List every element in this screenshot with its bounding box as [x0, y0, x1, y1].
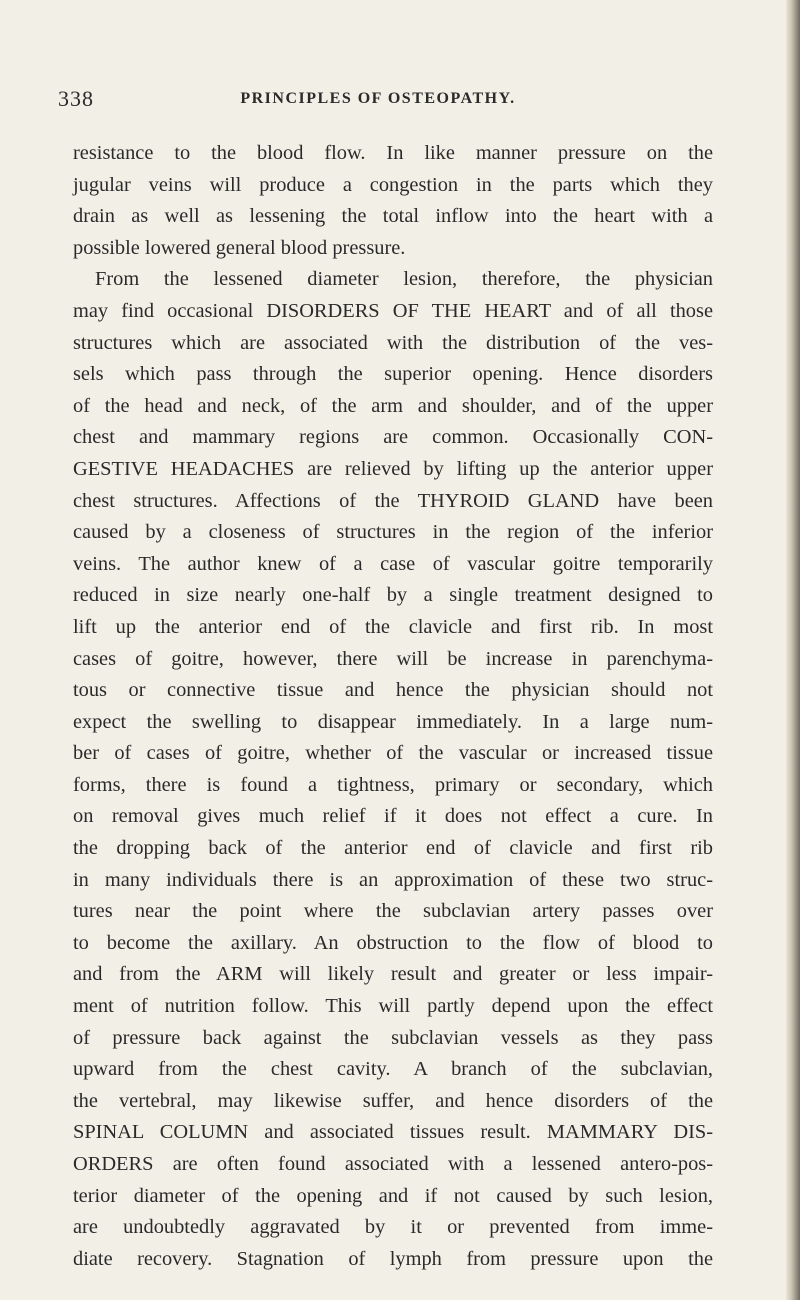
text-line: lift up the anterior end of the clavicle and first rib. In most [73, 615, 713, 638]
text-line: reduced in size nearly one-half by a single treatment designed to [73, 584, 713, 607]
text-line: GESTIVE HEADACHES are relieved by lifting up the anterior upper [73, 457, 713, 480]
text-line: veins. The author knew of a case of vascular goitre temporarily [73, 552, 713, 575]
text-line: SPINAL COLUMN and associated tissues result. MAMMARY DIS- [73, 1121, 713, 1144]
text-line: expect the swelling to disappear immediately. In a large num- [73, 710, 713, 733]
text-line: and from the ARM will likely result and greater or less impair- [73, 963, 713, 986]
text-line: jugular veins will produce a congestion in the parts which they [73, 173, 713, 196]
page-edge-shadow [786, 0, 800, 1300]
text-line: resistance to the blood flow. In like manner pressure on the [73, 142, 713, 164]
text-line: of the head and neck, of the arm and shoulder, and of the upper [73, 394, 713, 417]
text-line: From the lessened diameter lesion, therefore, the physician [95, 268, 713, 291]
text-line: cases of goitre, however, there will be increase in parenchyma- [73, 647, 713, 670]
text-line: terior diameter of the opening and if not caused by such lesion, [73, 1184, 713, 1207]
running-title: PRINCIPLES OF OSTEOPATHY. [240, 90, 516, 107]
text-line: ber of cases of goitre, whether of the vascular or increased tissue [73, 742, 713, 765]
text-line: possible lowered general blood pressure. [73, 236, 406, 259]
text-line: on removal gives much relief if it does not effect a cure. In [73, 805, 713, 828]
text-line: to become the axillary. An obstruction to the flow of blood to [73, 931, 713, 954]
text-line: drain as well as lessening the total inflow into the heart with a [73, 205, 713, 228]
text-line: ment of nutrition follow. This will partly depend upon the effect [73, 995, 713, 1018]
text-line: caused by a closeness of structures in the region of the inferior [73, 521, 713, 544]
text-line: sels which pass through the superior opening. Hence disorders [73, 363, 713, 386]
text-line: upward from the chest cavity. A branch of the subclavian, [73, 1058, 713, 1081]
text-line: may find occasional DISORDERS OF THE HEART and of all those [73, 299, 713, 322]
page-header [58, 86, 698, 126]
text-line: tous or connective tissue and hence the physician should not [73, 679, 713, 702]
text-line: ORDERS are often found associated with a lessened antero-pos- [73, 1153, 713, 1175]
body-text [73, 138, 713, 1275]
text-line: of pressure back against the subclavian vessels as they pass [73, 1026, 713, 1049]
page-number: 338 [58, 86, 94, 111]
text-line: chest structures. Affections of the THYROID GLAND have been [73, 489, 713, 512]
text-line: the vertebral, may likewise suffer, and hence disorders of the [73, 1089, 713, 1112]
text-line: structures which are associated with the distribution of the ves- [73, 331, 713, 354]
text-line: forms, there is found a tightness, primary or secondary, which [73, 773, 713, 796]
text-line: chest and mammary regions are common. Occasionally CON- [73, 426, 713, 449]
text-line: tures near the point where the subclavian artery passes over [73, 900, 713, 923]
text-line: are undoubtedly aggravated by it or prevented from imme- [73, 1216, 713, 1239]
text-line: the dropping back of the anterior end of clavicle and first rib [73, 837, 713, 860]
text-line: diate recovery. Stagnation of lymph from pressure upon the [73, 1247, 713, 1270]
text-line: in many individuals there is an approximation of these two struc- [73, 868, 713, 891]
